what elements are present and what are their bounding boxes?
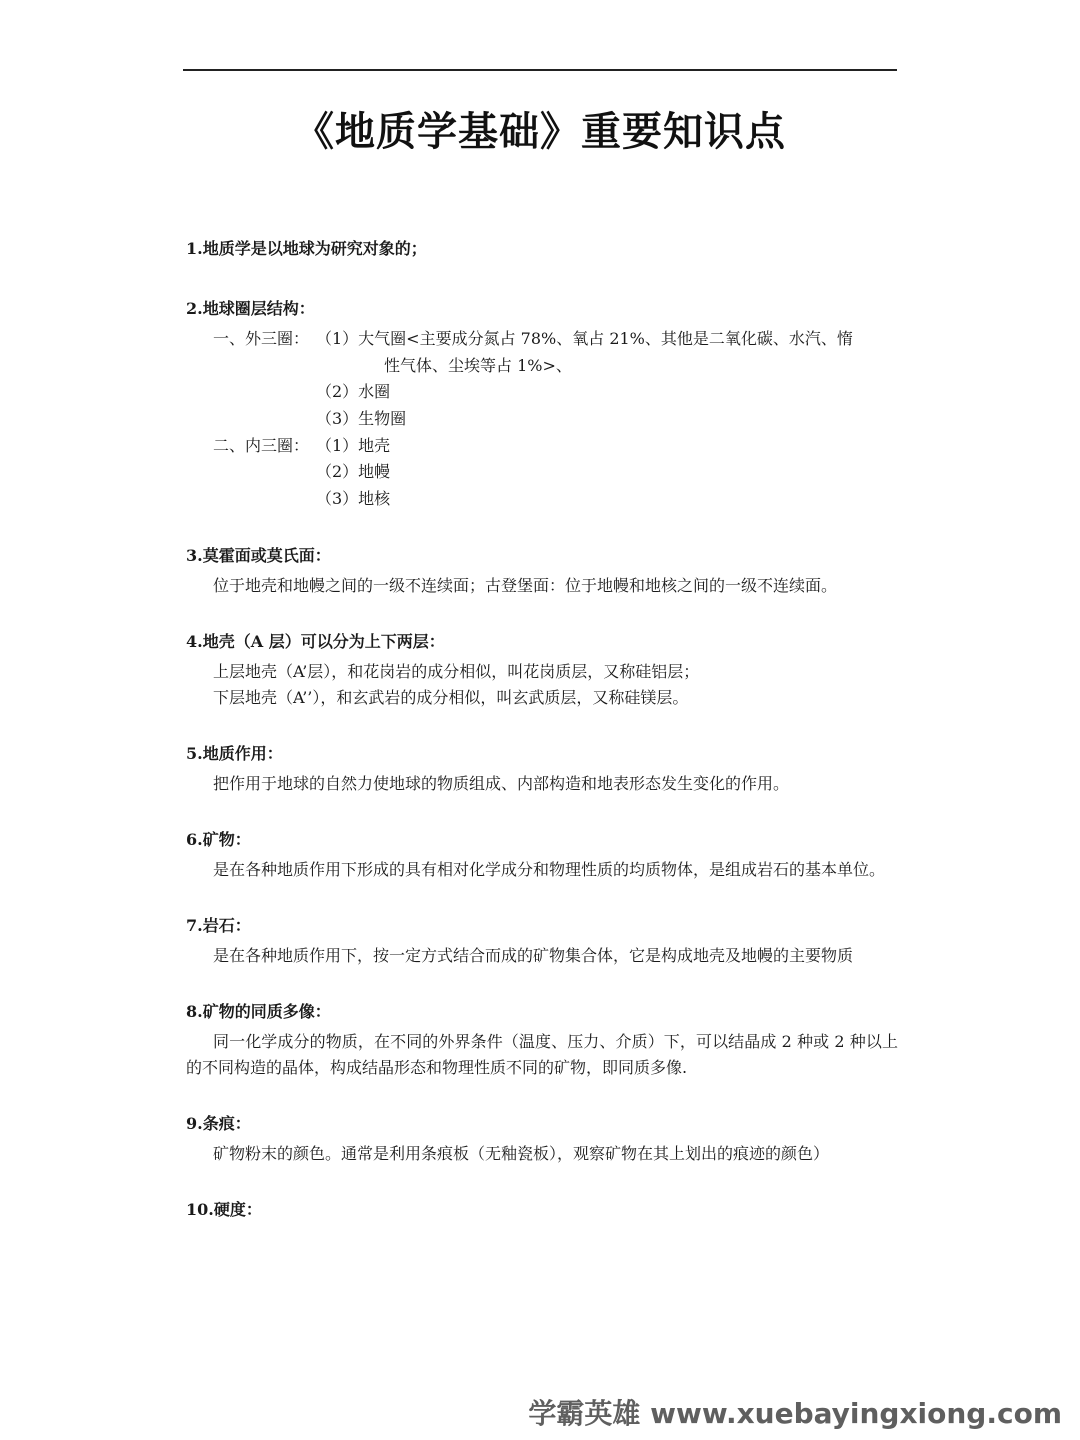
document-body <box>186 232 898 1253</box>
section-10 <box>186 1193 898 1227</box>
section-8 <box>186 995 898 1081</box>
list-item: （3）地核 <box>316 489 391 509</box>
section-body: 把作用于地球的自然力使地球的物质组成、内部构造和地表形态发生变化的作用。 <box>213 773 790 793</box>
inner-sphere-label: 二、内三圈： <box>213 435 310 455</box>
section-4 <box>186 625 898 711</box>
top-rule <box>183 69 897 71</box>
section-heading: 8.矿物的同质多像： <box>186 1001 331 1021</box>
watermark: 学霸英雄 www.xuebayingxiong.com <box>528 1397 1062 1430</box>
list-row <box>186 406 898 433</box>
section-body: 位于地壳和地幔之间的一级不连续面；古登堡面：位于地幔和地核之间的一级不连续面。 <box>213 575 838 595</box>
section-line: 上层地壳（A’层），和花岗岩的成分相似，叫花岗质层，又称硅铝层； <box>213 661 700 681</box>
section-7 <box>186 909 898 969</box>
section-heading: 4.地壳（A 层）可以分为上下两层： <box>186 631 445 651</box>
section-heading: 5.地质作用： <box>186 743 283 763</box>
inner-sphere-row <box>186 433 898 460</box>
section-body: 是在各种地质作用下形成的具有相对化学成分和物理性质的均质物体，是组成岩石的基本单位。 <box>213 859 886 879</box>
section-heading: 7.岩石： <box>186 915 251 935</box>
list-item: （1）地壳 <box>316 435 391 455</box>
section-line: 下层地壳（A’’），和玄武岩的成分相似，叫玄武质层，又称硅镁层。 <box>213 687 689 707</box>
section-body: 同一化学成分的物质，在不同的外界条件（温度、压力、介质）下，可以结晶成 2 种或 2 种以上的不同构造的晶体，构成结晶形态和物理性质不同的矿物，即同质多像. <box>186 1031 898 1077</box>
list-row <box>186 486 898 513</box>
section-6 <box>186 823 898 883</box>
section-5 <box>186 737 898 797</box>
section-1 <box>186 232 898 266</box>
list-item: （2）水圈 <box>316 382 391 402</box>
section-body: 矿物粉末的颜色。通常是利用条痕板（无釉瓷板），观察矿物在其上划出的痕迹的颜色） <box>213 1143 830 1163</box>
section-2 <box>186 292 898 513</box>
list-item-continuation: 性气体、尘埃等占 1%>、 <box>384 355 572 375</box>
section-3 <box>186 539 898 599</box>
section-9 <box>186 1107 898 1167</box>
outer-sphere-row <box>186 326 898 353</box>
section-heading: 10.硬度： <box>186 1199 262 1219</box>
section-body: 是在各种地质作用下，按一定方式结合而成的矿物集合体，它是构成地壳及地幔的主要物质 <box>213 945 854 965</box>
list-item: （2）地幔 <box>316 462 391 482</box>
section-heading: 1.地质学是以地球为研究对象的； <box>186 239 427 258</box>
section-heading: 3.莫霍面或莫氏面： <box>186 545 331 565</box>
list-item: （3）生物圈 <box>316 409 407 429</box>
section-heading: 6.矿物： <box>186 829 251 849</box>
list-row <box>186 459 898 486</box>
outer-sphere-label: 一、外三圈： <box>213 329 310 348</box>
section-heading: 9.条痕： <box>186 1113 251 1133</box>
section-heading: 2.地球圈层结构： <box>186 299 315 318</box>
page-title: 《地质学基础》重要知识点 <box>294 109 786 155</box>
continuation-row <box>186 353 898 380</box>
list-row <box>186 379 898 406</box>
list-item: （1）大气圈<主要成分氮占 78%、氧占 21%、其他是二氧化碳、水汽、惰 <box>316 329 853 348</box>
